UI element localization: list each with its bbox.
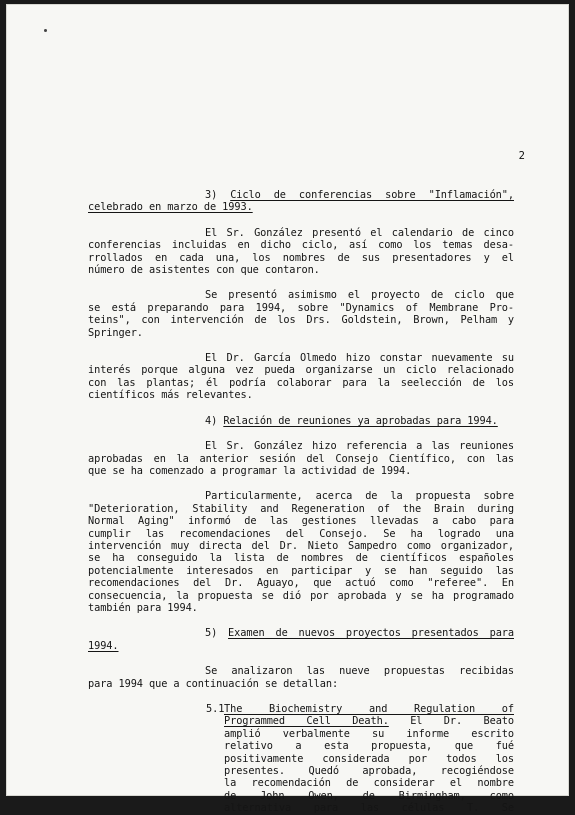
item-5-1-text: The Biochemistry and Regulation of Programmed Cell Death. El Dr. Beato amplió verbalmente su informe escrito relativo a esta propuesta, que fué positivamente considerada por todos los presentes. Quedó aprobada, recogiéndose la recomendación de considerar el nombre de John Owen, de Birmingham, como alternativa para las células T. Se xyxy=(224,703,514,815)
section-4-paragraph-2: Particularmente, acerca de la propuesta sobre "Deterioration, Stability and Regeneration of the Brain during Normal Aging" informó de las gestiones llevadas a cabo para cumplir las recomendaciones del Consejo. Se ha logrado una intervención muy directa del Dr. Nieto Sampedro como organizador, se ha conseguido la lista de nombres de científicos españoles potencialmente interesados en participar y se han seguido las recomendaciones del Dr. Aguayo, que actuó como "referee". En consecuencia, la propuesta se dió por aprobada y se ha programado también para 1994. xyxy=(88,490,514,614)
item-5-1-title: The Biochemistry and Regulation of xyxy=(224,703,514,715)
item-5-1 xyxy=(88,703,514,815)
document-body xyxy=(88,189,514,815)
section-3-title-cont: celebrado en marzo de 1993. xyxy=(88,201,253,214)
section-4-heading: 4) Relación de reuniones ya aprobadas para 1994. xyxy=(205,414,498,427)
page-number: 2 xyxy=(518,150,525,162)
page-mark xyxy=(44,29,47,32)
item-5-1-title-cont: Programmed Cell Death. xyxy=(224,715,389,728)
section-3-paragraph-2: Se presentó asimismo el proyecto de ciclo que se está preparando para 1994, sobre "Dynamics of Membrane Pro- teins", con intervención de los Drs. Goldstein, Brown, Pelham y Springer. xyxy=(88,289,514,339)
section-3-paragraph-1: El Sr. González presentó el calendario de cinco conferencias incluidas en dicho ciclo, así como los temas desa- rrollados en cada una, los nombres de sus presentadores y el número de asistentes con que contaron. xyxy=(88,226,514,277)
section-5-heading: 5) Examen de nuevos proyectos presentados para 1994. xyxy=(88,627,514,652)
section-3-title: Ciclo de conferencias sobre "Inflamación", xyxy=(230,189,514,201)
section-4-title: Relación de reuniones ya aprobadas para 1994. xyxy=(223,414,498,427)
section-3-paragraph-3: El Dr. García Olmedo hizo constar nuevamente su interés porque alguna vez pueda organizarse un ciclo relacionado con las plantas; él podría colaborar para la seelección de los científicos más relevantes. xyxy=(88,352,514,402)
section-5-title-cont: 1994. xyxy=(88,639,119,652)
document-page xyxy=(6,4,569,815)
section-3-heading: 3) Ciclo de conferencias sobre "Inflamación", celebrado en marzo de 1993. xyxy=(88,189,514,214)
item-5-1-number: 5.1 xyxy=(206,703,225,715)
section-4-paragraph-1: El Sr. González hizo referencia a las reuniones aprobadas en la anterior sesión del Consejo Científico, con las que se ha comenzado a programar la actividad de 1994. xyxy=(88,440,514,477)
section-5-paragraph-1: Se analizaron las nueve propuestas recibidas para 1994 que a continuación se detallan: xyxy=(88,665,514,690)
section-5-title: Examen de nuevos proyectos presentados para xyxy=(228,627,514,640)
